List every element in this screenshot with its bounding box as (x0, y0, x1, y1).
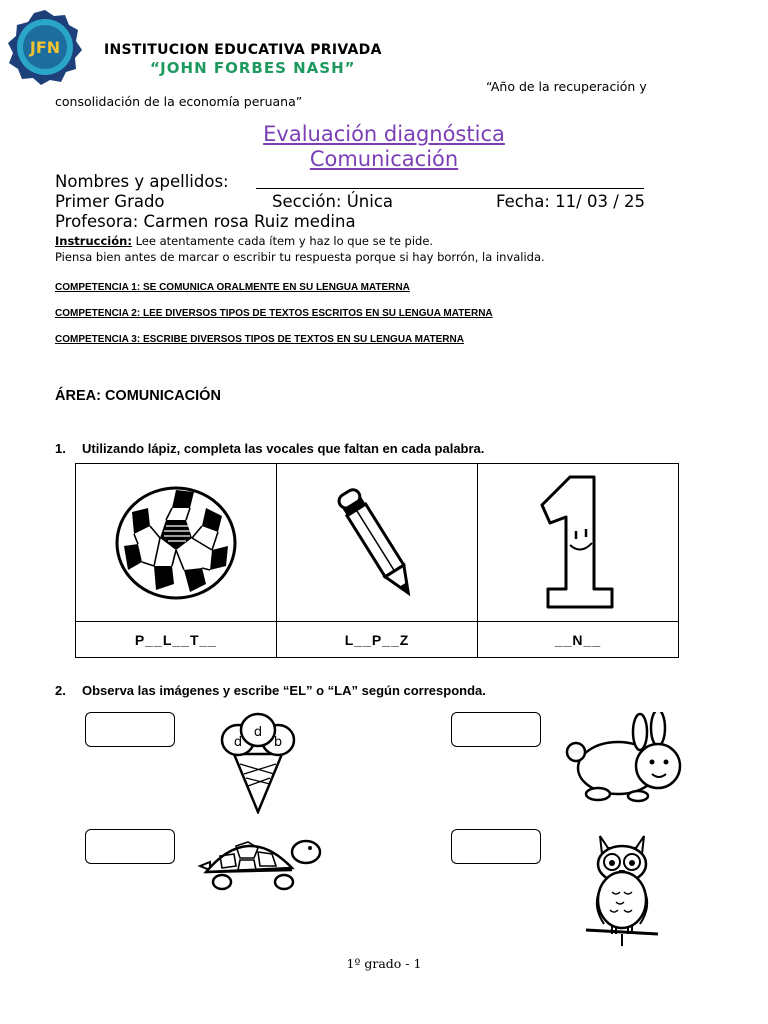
number-one-icon (478, 473, 678, 613)
year-motto-line2: consolidación de la economía peruana” (55, 94, 303, 109)
answer-box-turtle[interactable] (85, 829, 175, 864)
logo-text: JFN (29, 38, 61, 57)
instruction-line1: Instrucción: Lee atentamente cada ítem y haz lo que se te pide. (55, 234, 434, 248)
grade-label: Primer Grado (55, 192, 165, 211)
name-field[interactable] (256, 187, 644, 189)
page-title: Evaluación diagnóstica (263, 122, 505, 146)
turtle-icon (196, 832, 324, 894)
instruction-line2: Piensa bien antes de marcar o escribir tu respuesta porque si hay borrón, la invalida. (55, 250, 545, 264)
rabbit-icon (562, 712, 688, 804)
answer-box-rabbit[interactable] (451, 712, 541, 747)
image-cell-ball (76, 464, 277, 622)
image-cell-pencil (277, 464, 478, 622)
ice-cream-icon (218, 712, 298, 814)
answer-box-owl[interactable] (451, 829, 541, 864)
question-1: 1. Utilizando lápiz, completa las vocales que faltan en cada palabra. (55, 441, 485, 456)
school-subtitle: “JOHN FORBES NASH” (150, 59, 356, 77)
word-ball: P__L__T__ (76, 622, 277, 658)
competency-3: COMPETENCIA 3: ESCRIBE DIVERSOS TIPOS DE TEXTOS EN SU LENGUA MATERNA (55, 334, 464, 345)
teacher-label: Profesora: Carmen rosa Ruiz medina (55, 212, 356, 231)
instruction-label: Instrucción: (55, 234, 132, 248)
name-label: Nombres y apellidos: (55, 172, 229, 191)
svg-text:d: d (253, 725, 263, 740)
pencil-icon (277, 478, 477, 608)
word-pencil: L__P__Z (277, 622, 478, 658)
page-footer: 1º grado - 1 (346, 956, 422, 971)
vowels-table (75, 463, 679, 658)
school-name: INSTITUCION EDUCATIVA PRIVADA (104, 42, 382, 58)
competency-2: COMPETENCIA 2: LEE DIVERSOS TIPOS DE TEXTOS ESCRITOS EN SU LENGUA MATERNA (55, 308, 493, 319)
soccer-ball-icon (76, 486, 276, 600)
word-one: __N__ (478, 622, 679, 658)
date-label: Fecha: 11/ 03 / 25 (496, 192, 646, 211)
question-2: 2. Observa las imágenes y escribe “EL” o “LA” según corresponda. (55, 683, 486, 698)
school-logo (6, 8, 84, 86)
page-subtitle: Comunicación (309, 147, 459, 171)
image-cell-one (478, 464, 679, 622)
year-motto-line1: “Año de la recuperación y (486, 79, 647, 94)
svg-text:d: d (233, 735, 243, 750)
competency-1: COMPETENCIA 1: SE COMUNICA ORALMENTE EN SU LENGUA MATERNA (55, 282, 410, 293)
area-heading: ÁREA: COMUNICACIÓN (55, 388, 221, 404)
owl-icon (582, 830, 662, 948)
svg-text:b: b (273, 735, 283, 750)
section-label: Sección: Única (272, 192, 394, 211)
answer-box-ice-cream[interactable] (85, 712, 175, 747)
